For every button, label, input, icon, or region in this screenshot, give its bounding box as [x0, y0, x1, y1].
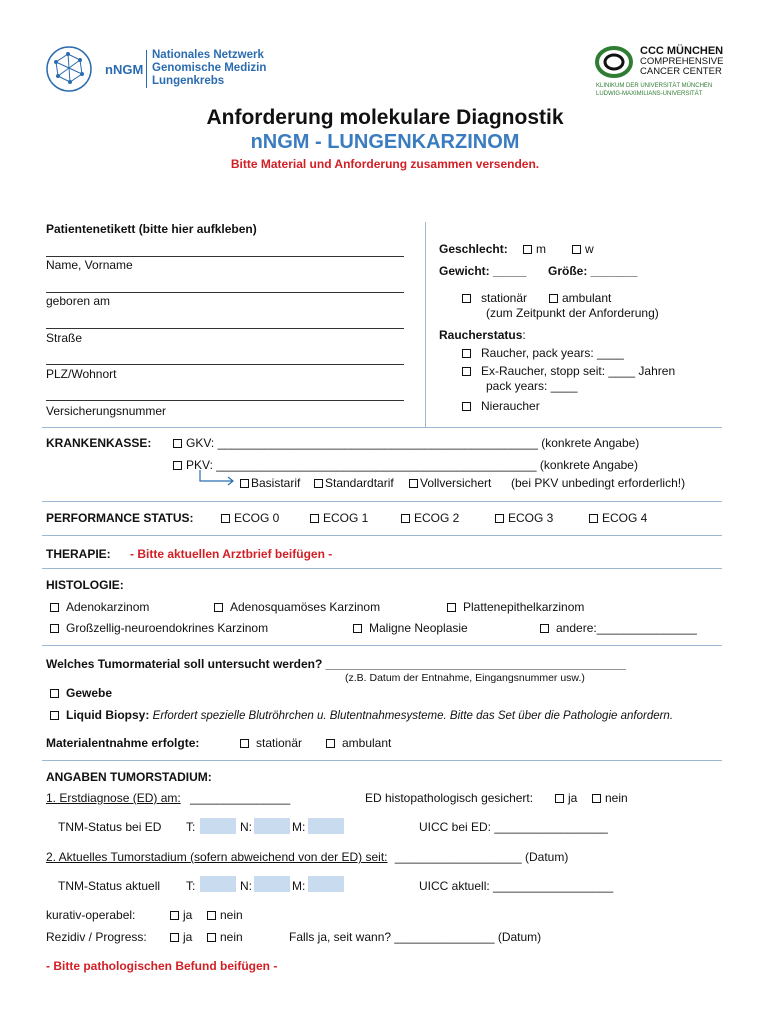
ngm-abbr: nNGM — [105, 62, 144, 77]
sex-m-option[interactable]: m — [523, 242, 546, 256]
city-line — [46, 364, 404, 365]
divider-2 — [42, 501, 722, 502]
curative-label: kurativ-operabel: — [46, 908, 136, 922]
tnm-ed-n: N: — [240, 820, 252, 834]
malignant-checkbox[interactable] — [353, 624, 362, 633]
sampling-stationary-checkbox[interactable] — [240, 739, 249, 748]
ecog-0-option[interactable]: ECOG 0 — [221, 511, 279, 525]
liquid-option[interactable]: Liquid Biopsy: Erfordert spezielle Blutröhrchen u. Blutentnahmesysteme. Bitte das Set über die Pathologie anfordern. — [50, 708, 673, 722]
sex-w-checkbox[interactable] — [572, 245, 581, 254]
ecog-4-checkbox[interactable] — [589, 514, 598, 523]
sampling-stationary-option[interactable]: stationär — [240, 736, 302, 750]
relapse-yes-checkbox[interactable] — [170, 933, 179, 942]
time-note: (zum Zeitpunkt der Anforderung) — [486, 306, 659, 320]
tnm-ed-t-field[interactable] — [200, 817, 236, 835]
name-label: Name, Vorname — [46, 258, 133, 272]
smoker-heading: Raucherstatus: — [439, 328, 526, 342]
ngm-divider — [146, 50, 147, 88]
ex-smoker-option[interactable]: Ex-Raucher, stopp seit: ____ Jahren — [462, 364, 675, 378]
uicc-current-field[interactable]: UICC aktuell: __________________ — [419, 879, 614, 893]
smoker-option[interactable]: Raucher, pack years: ____ — [462, 346, 624, 360]
ngm-name-2: Genomische Medizin — [152, 62, 267, 74]
adeno-option[interactable]: Adenokarzinom — [50, 600, 149, 614]
tnm-current-t-field[interactable] — [200, 875, 236, 893]
tnm-ed-label: TNM-Status bei ED — [58, 820, 162, 834]
city-label: PLZ/Wohnort — [46, 367, 117, 381]
street-line — [46, 328, 404, 329]
other-option[interactable]: andere:_______________ — [540, 621, 697, 635]
therapy-label: THERAPIE: — [46, 547, 111, 561]
ccc-name-2: COMPREHENSIVE — [640, 56, 724, 67]
squamous-checkbox[interactable] — [447, 603, 456, 612]
weight-field[interactable]: Gewicht: _____ — [439, 264, 527, 278]
sex-label: Geschlecht: — [439, 242, 508, 256]
histo-yes-checkbox[interactable] — [555, 794, 564, 803]
large-cell-option[interactable]: Großzellig-neuroendokrines Karzinom — [50, 621, 268, 635]
divider-3 — [42, 535, 722, 536]
tnm-ed-m: M: — [292, 820, 306, 834]
sampling-label: Materialentnahme erfolgte: — [46, 736, 200, 750]
ccc-name-1: CCC MÜNCHEN — [640, 45, 724, 57]
relapse-no-option[interactable]: nein — [207, 930, 243, 944]
standard-option[interactable]: Standardtarif — [314, 476, 394, 490]
histo-yes-option[interactable]: ja — [555, 791, 577, 805]
material-hint: (z.B. Datum der Entnahme, Eingangsnummer usw.) — [345, 672, 585, 684]
sampling-ambulant-checkbox[interactable] — [326, 739, 335, 748]
material-question[interactable]: Welches Tumormaterial soll untersucht werden? _____________________________________________ — [46, 657, 626, 671]
ambulant-option[interactable]: ambulant — [549, 291, 611, 305]
ambulant-checkbox[interactable] — [549, 294, 558, 303]
therapy-note: - Bitte aktuellen Arztbrief beifügen - — [130, 547, 333, 561]
street-label: Straße — [46, 331, 83, 345]
divider-6 — [42, 760, 722, 761]
curative-yes-option[interactable]: ja — [170, 908, 192, 922]
ecog-2-option[interactable]: ECOG 2 — [401, 511, 459, 525]
other-checkbox[interactable] — [540, 624, 549, 633]
never-smoker-option[interactable]: Nieraucher — [462, 399, 540, 413]
first-dx-label: 1. Erstdiagnose (ED) am: _______________ — [46, 791, 291, 805]
gkv-checkbox[interactable] — [173, 439, 182, 448]
curative-no-checkbox[interactable] — [207, 911, 216, 920]
pkv-checkbox[interactable] — [173, 461, 182, 470]
histology-label: HISTOLOGIE: — [46, 578, 124, 592]
uicc-ed-field[interactable]: UICC bei ED: _________________ — [419, 820, 608, 834]
curative-no-option[interactable]: nein — [207, 908, 243, 922]
ccc-name-3: CANCER CENTER — [640, 66, 722, 77]
full-checkbox[interactable] — [409, 479, 418, 488]
ecog-3-option[interactable]: ECOG 3 — [495, 511, 553, 525]
ecog-3-checkbox[interactable] — [495, 514, 504, 523]
ecog-4-option[interactable]: ECOG 4 — [589, 511, 647, 525]
tnm-ed-t: T: — [186, 820, 196, 834]
adeno-checkbox[interactable] — [50, 603, 59, 612]
ex-pack-years: pack years: ____ — [486, 379, 578, 393]
relapse-label: Rezidiv / Progress: — [46, 930, 147, 944]
relapse-no-checkbox[interactable] — [207, 933, 216, 942]
sampling-ambulant-option[interactable]: ambulant — [326, 736, 391, 750]
basis-option[interactable]: Basistarif — [240, 476, 300, 490]
ngm-logo — [44, 44, 106, 94]
page-title: Anforderung molekulare Diagnostik — [206, 106, 564, 129]
staging-label: ANGABEN TUMORSTADIUM: — [46, 770, 212, 784]
ecog-1-checkbox[interactable] — [310, 514, 319, 523]
smoker-checkbox[interactable] — [462, 349, 471, 358]
histo-no-checkbox[interactable] — [592, 794, 601, 803]
ex-smoker-checkbox[interactable] — [462, 367, 471, 376]
sex-m-checkbox[interactable] — [523, 245, 532, 254]
name-line — [46, 256, 404, 257]
gkv-option[interactable]: GKV: ________________________________________________ (konkrete Angabe) — [173, 436, 639, 450]
malignant-option[interactable]: Maligne Neoplasie — [353, 621, 468, 635]
tnm-current-m: M: — [292, 879, 306, 893]
current-stage-label: 2. Aktuelles Tumorstadium (sofern abweichend von der ED) seit: ___________________ (Datum) — [46, 850, 569, 864]
born-label: geboren am — [46, 294, 111, 308]
divider-1 — [42, 427, 722, 428]
ccc-logo — [594, 44, 634, 80]
vertical-divider — [425, 222, 426, 427]
ngm-name-1: Nationales Netzwerk — [152, 49, 264, 61]
tnm-ed-n-field[interactable] — [254, 817, 290, 835]
tissue-checkbox[interactable] — [50, 689, 59, 698]
histo-no-option[interactable]: nein — [592, 791, 628, 805]
height-field[interactable]: Größe: _______ — [548, 264, 638, 278]
divider-5 — [42, 645, 722, 646]
tnm-current-m-field[interactable] — [308, 875, 344, 893]
pkv-note: (bei PKV unbedingt erforderlich!) — [511, 476, 686, 490]
adenosq-option[interactable]: Adenosquamöses Karzinom — [214, 600, 380, 614]
histo-confirmed-label: ED histopathologisch gesichert: — [365, 791, 534, 805]
tnm-current-label: TNM-Status aktuell — [58, 879, 161, 893]
born-line — [46, 292, 404, 293]
ecog-2-checkbox[interactable] — [401, 514, 410, 523]
divider-4 — [42, 568, 722, 569]
adenosq-checkbox[interactable] — [214, 603, 223, 612]
liquid-checkbox[interactable] — [50, 711, 59, 720]
ccc-sub-1: KLINIKUM DER UNIVERSITÄT MÜNCHEN — [596, 83, 713, 89]
tnm-ed-m-field[interactable] — [308, 817, 344, 835]
tnm-current-n-field[interactable] — [254, 875, 290, 893]
ecog-0-checkbox[interactable] — [221, 514, 230, 523]
large-cell-checkbox[interactable] — [50, 624, 59, 633]
curative-yes-checkbox[interactable] — [170, 911, 179, 920]
squamous-option[interactable]: Plattenepithelkarzinom — [447, 600, 584, 614]
stationary-checkbox[interactable] — [462, 294, 471, 303]
relapse-yes-option[interactable]: ja — [170, 930, 192, 944]
pathology-report-note: - Bitte pathologischen Befund beifügen - — [46, 959, 278, 973]
pkv-option[interactable]: PKV: ________________________________________________ (konkrete Angabe) — [173, 458, 638, 472]
ngm-name-3: Lungenkrebs — [152, 75, 225, 87]
pkv-arrow-icon — [198, 470, 238, 491]
stationary-option[interactable]: stationär — [462, 291, 527, 305]
performance-label: PERFORMANCE STATUS: — [46, 511, 194, 525]
page-subtitle: nNGM - LUNGENKARZINOM — [250, 131, 520, 153]
insurance-label: KRANKENKASSE: — [46, 436, 152, 450]
full-option[interactable]: Vollversichert — [409, 476, 491, 490]
patient-label: Patientenetikett (bitte hier aufkleben) — [46, 222, 257, 236]
insurance-no-line — [46, 400, 404, 401]
relapse-since-field[interactable]: Falls ja, seit wann? _______________ (Datum) — [289, 930, 542, 944]
never-smoker-checkbox[interactable] — [462, 402, 471, 411]
basis-checkbox[interactable] — [240, 479, 249, 488]
ccc-sub-2: LUDWIG-MAXIMILIANS-UNIVERSITÄT — [596, 91, 703, 97]
ecog-1-option[interactable]: ECOG 1 — [310, 511, 368, 525]
insurance-no-label: Versicherungsnummer — [46, 404, 167, 418]
tissue-option[interactable]: Gewebe — [50, 686, 112, 700]
tnm-current-t: T: — [186, 879, 196, 893]
standard-checkbox[interactable] — [314, 479, 323, 488]
tnm-current-n: N: — [240, 879, 252, 893]
send-note: Bitte Material und Anforderung zusammen versenden. — [230, 157, 540, 171]
sex-w-option[interactable]: w — [572, 242, 594, 256]
